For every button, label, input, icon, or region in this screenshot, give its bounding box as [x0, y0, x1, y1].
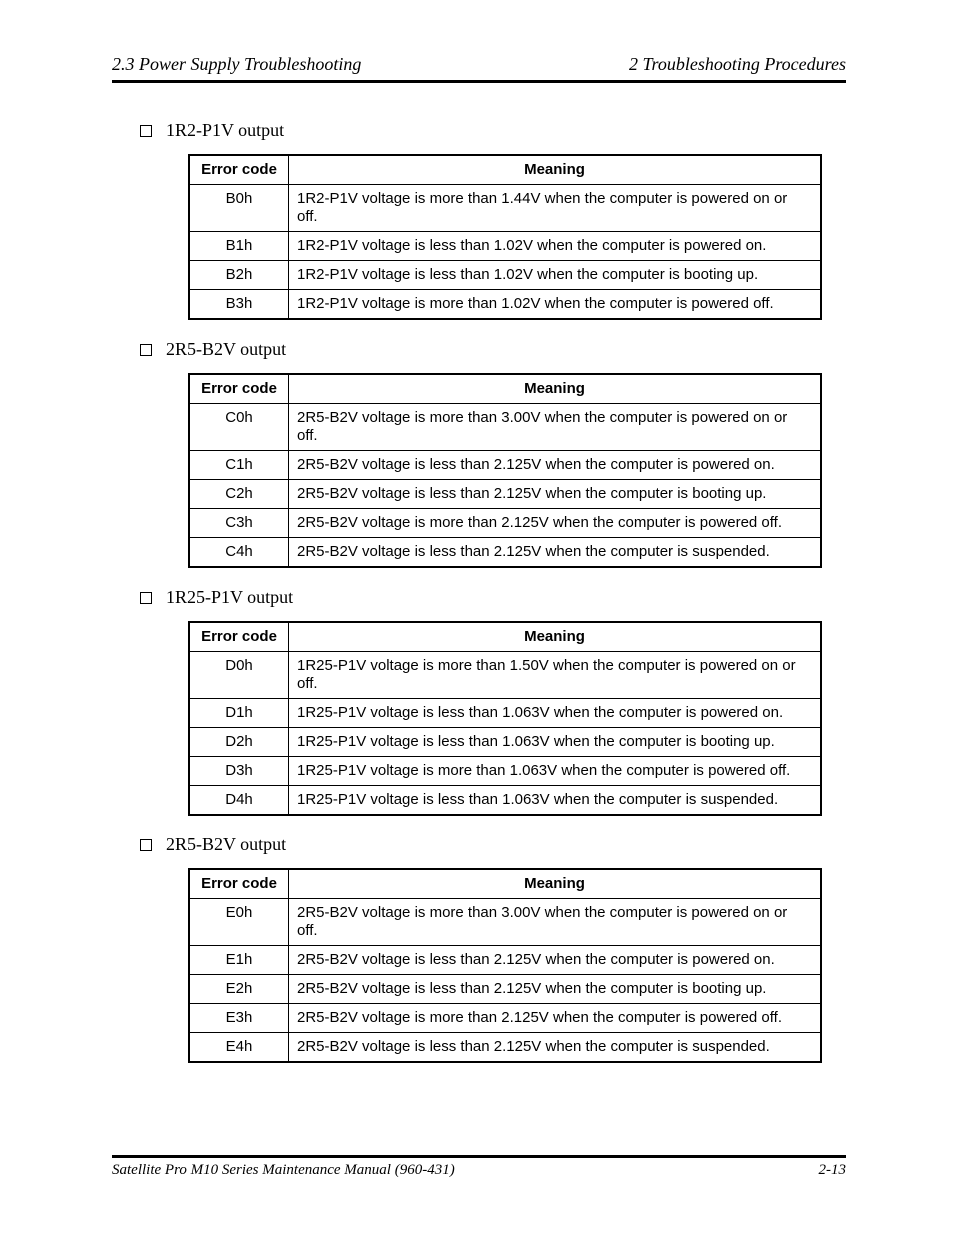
table-row [189, 757, 821, 786]
table-row [189, 786, 821, 816]
checkbox-icon [140, 125, 152, 137]
error-code-cell: B0h [189, 185, 289, 232]
meaning-cell: 1R2-P1V voltage is more than 1.44V when the computer is powered on or off. [289, 185, 822, 232]
error-code-cell: E3h [189, 1004, 289, 1033]
column-header-meaning: Meaning [289, 869, 822, 899]
checkbox-icon [140, 839, 152, 851]
checkbox-icon [140, 344, 152, 356]
error-code-cell: C0h [189, 404, 289, 451]
table-header-row [189, 869, 821, 899]
table-header-row [189, 374, 821, 404]
meaning-cell: 2R5-B2V voltage is more than 2.125V when the computer is powered off. [289, 509, 822, 538]
table-row [189, 185, 821, 232]
error-code-cell: D4h [189, 786, 289, 816]
error-code-cell: B3h [189, 290, 289, 320]
meaning-cell: 1R25-P1V voltage is less than 1.063V when the computer is suspended. [289, 786, 822, 816]
error-code-cell: E1h [189, 946, 289, 975]
table-header-row [189, 155, 821, 185]
section-title [140, 120, 284, 141]
table-row [189, 899, 821, 946]
footer-manual-title: Satellite Pro M10 Series Maintenance Manual (960-431) [112, 1162, 455, 1178]
error-code-table [188, 868, 822, 1063]
header-section-title: 2.3 Power Supply Troubleshooting [112, 54, 362, 74]
table-row [189, 975, 821, 1004]
section-title-text: 1R2-P1V output [166, 120, 285, 140]
error-code-cell: E4h [189, 1033, 289, 1063]
section-title-text: 2R5-B2V output [166, 339, 287, 359]
table-row [189, 728, 821, 757]
meaning-cell: 2R5-B2V voltage is less than 2.125V when the computer is powered on. [289, 451, 822, 480]
error-code-cell: D0h [189, 652, 289, 699]
error-code-table [188, 373, 822, 568]
meaning-cell: 1R25-P1V voltage is more than 1.063V when the computer is powered off. [289, 757, 822, 786]
meaning-cell: 2R5-B2V voltage is less than 2.125V when the computer is suspended. [289, 538, 822, 568]
meaning-cell: 1R2-P1V voltage is less than 1.02V when the computer is booting up. [289, 261, 822, 290]
column-header-error-code: Error code [189, 622, 289, 652]
meaning-cell: 1R25-P1V voltage is less than 1.063V when the computer is booting up. [289, 728, 822, 757]
meaning-cell: 1R2-P1V voltage is less than 1.02V when the computer is powered on. [289, 232, 822, 261]
page-number: 2-13 [818, 1162, 846, 1178]
table-row [189, 1004, 821, 1033]
error-code-cell: B1h [189, 232, 289, 261]
column-header-error-code: Error code [189, 155, 289, 185]
table-row [189, 232, 821, 261]
error-code-table [188, 154, 822, 320]
meaning-cell: 2R5-B2V voltage is more than 3.00V when the computer is powered on or off. [289, 404, 822, 451]
page-header [112, 54, 846, 83]
table-row [189, 404, 821, 451]
error-code-cell: C4h [189, 538, 289, 568]
checkbox-icon [140, 592, 152, 604]
error-code-cell: D2h [189, 728, 289, 757]
section-title [140, 834, 286, 855]
column-header-meaning: Meaning [289, 374, 822, 404]
error-code-table [188, 621, 822, 816]
error-code-cell: C1h [189, 451, 289, 480]
section-title [140, 339, 286, 360]
table-row [189, 451, 821, 480]
column-header-meaning: Meaning [289, 155, 822, 185]
column-header-meaning: Meaning [289, 622, 822, 652]
table-row [189, 946, 821, 975]
error-code-cell: C3h [189, 509, 289, 538]
table-row [189, 509, 821, 538]
error-code-cell: C2h [189, 480, 289, 509]
column-header-error-code: Error code [189, 869, 289, 899]
table-row [189, 699, 821, 728]
table-row [189, 1033, 821, 1063]
table-header-row [189, 622, 821, 652]
table-row [189, 652, 821, 699]
column-header-error-code: Error code [189, 374, 289, 404]
error-code-cell: D1h [189, 699, 289, 728]
meaning-cell: 1R25-P1V voltage is more than 1.50V when the computer is powered on or off. [289, 652, 822, 699]
meaning-cell: 1R25-P1V voltage is less than 1.063V when the computer is powered on. [289, 699, 822, 728]
error-code-cell: D3h [189, 757, 289, 786]
meaning-cell: 2R5-B2V voltage is less than 2.125V when the computer is powered on. [289, 946, 822, 975]
section-title [140, 587, 293, 608]
table-row [189, 261, 821, 290]
meaning-cell: 2R5-B2V voltage is less than 2.125V when the computer is booting up. [289, 480, 822, 509]
error-code-cell: B2h [189, 261, 289, 290]
table-row [189, 480, 821, 509]
error-code-cell: E0h [189, 899, 289, 946]
meaning-cell: 2R5-B2V voltage is more than 3.00V when the computer is powered on or off. [289, 899, 822, 946]
meaning-cell: 2R5-B2V voltage is less than 2.125V when the computer is booting up. [289, 975, 822, 1004]
meaning-cell: 1R2-P1V voltage is more than 1.02V when the computer is powered off. [289, 290, 822, 320]
meaning-cell: 2R5-B2V voltage is more than 2.125V when the computer is powered off. [289, 1004, 822, 1033]
meaning-cell: 2R5-B2V voltage is less than 2.125V when the computer is suspended. [289, 1033, 822, 1063]
section-title-text: 1R25-P1V output [166, 587, 294, 607]
table-row [189, 538, 821, 568]
header-chapter-title: 2 Troubleshooting Procedures [629, 54, 846, 74]
error-code-cell: E2h [189, 975, 289, 1004]
section-title-text: 2R5-B2V output [166, 834, 287, 854]
table-row [189, 290, 821, 320]
page-footer [112, 1155, 846, 1179]
